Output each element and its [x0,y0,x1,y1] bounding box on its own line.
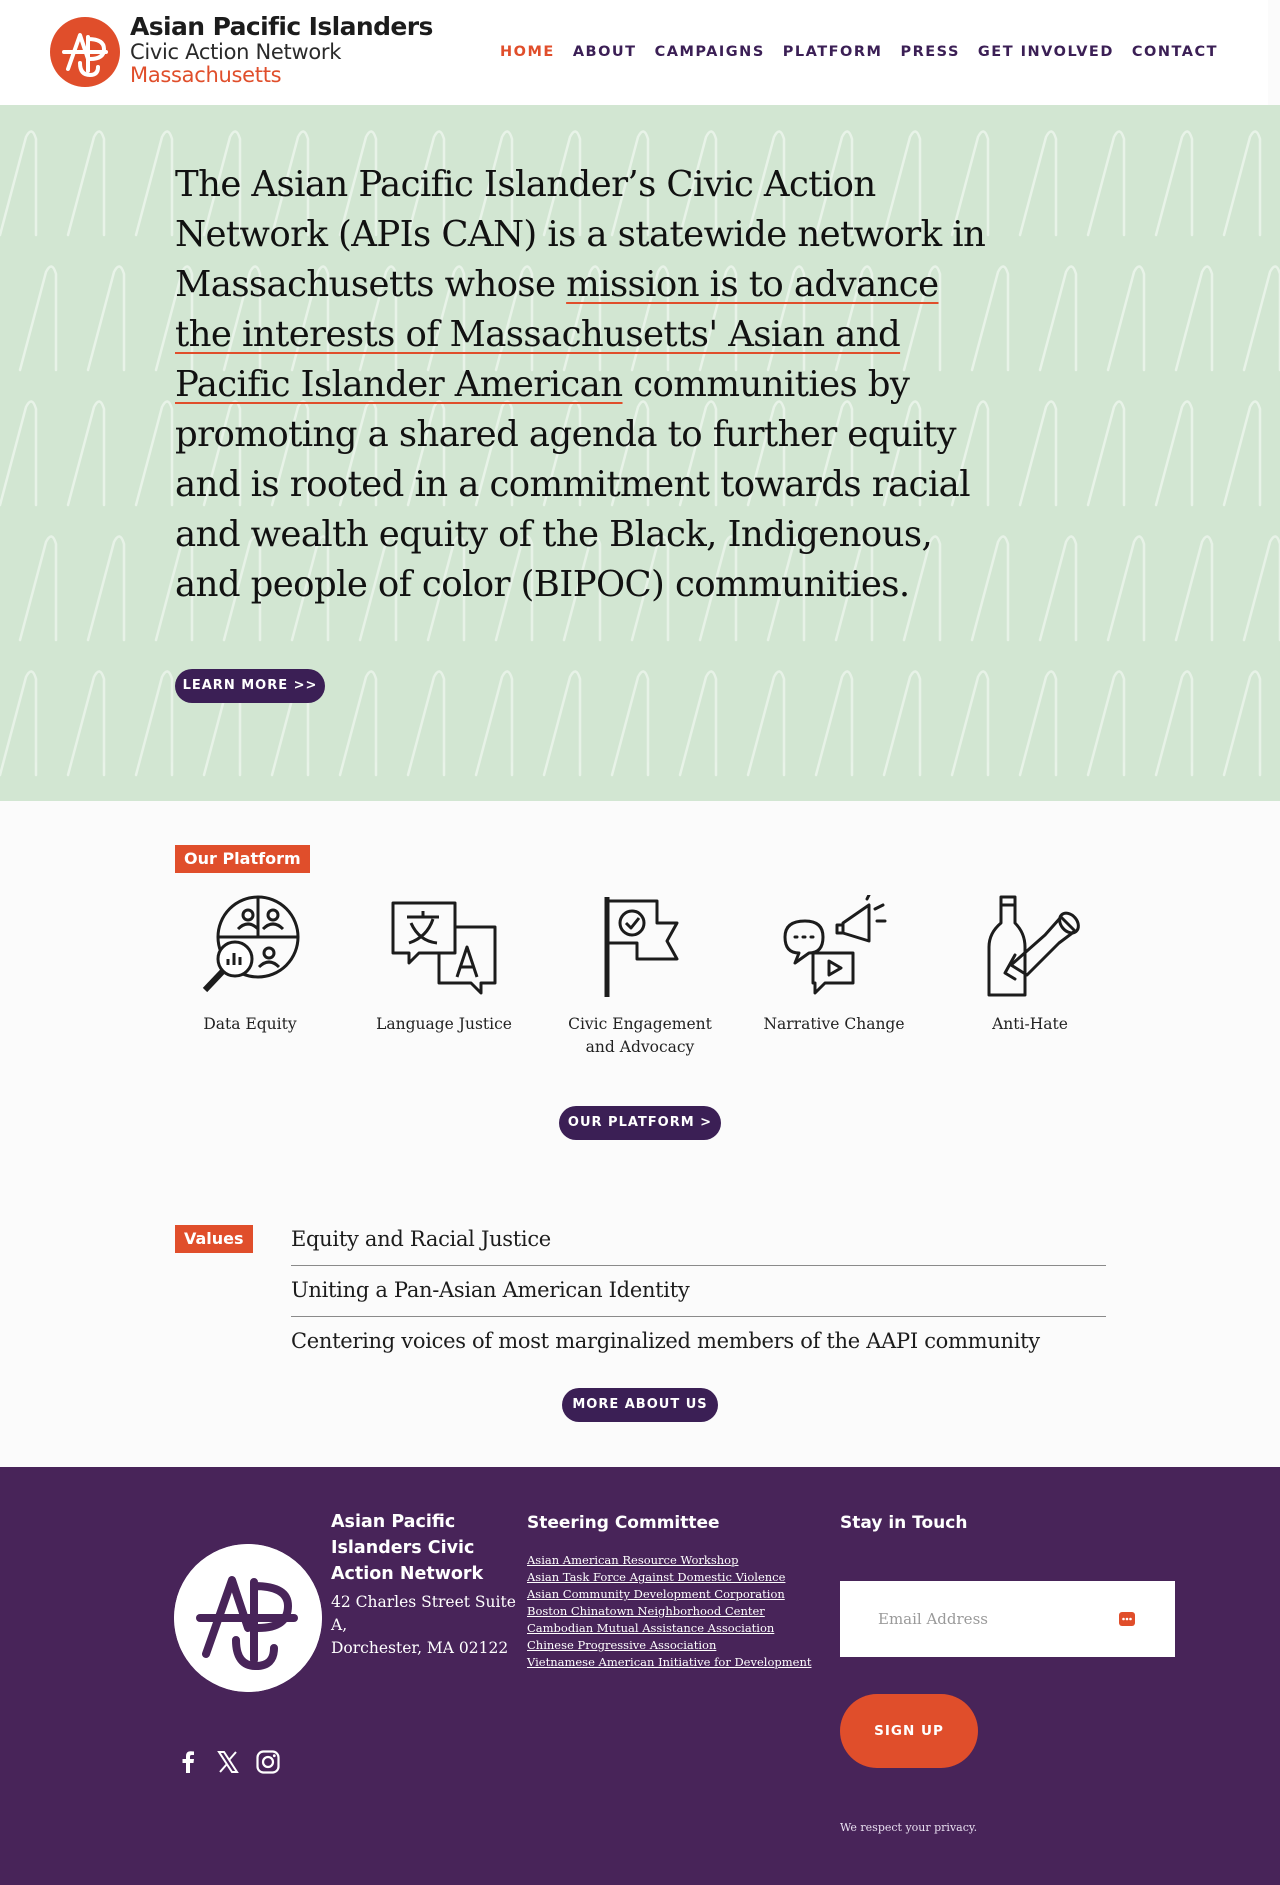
learn-more-button[interactable]: LEARN MORE >> [175,669,325,703]
steering-member-link[interactable]: Boston Chinatown Neighborhood Center [527,1604,765,1618]
footer-logo-icon[interactable] [174,1544,322,1692]
steering-member-link[interactable]: Asian Task Force Against Domestic Violence [527,1570,786,1584]
platform-item-civic-engagement[interactable] [555,895,725,1059]
platform-label: Language Justice [376,1015,512,1033]
nav-home[interactable]: HOME [500,44,555,60]
data-equity-icon [195,895,305,1005]
nav-platform[interactable]: PLATFORM [782,44,883,60]
nav-get-involved[interactable]: GET INVOLVED [977,44,1114,60]
logo-wordmark[interactable] [130,14,433,86]
steering-committee-list [527,1552,812,1671]
x-icon[interactable] [215,1749,241,1775]
footer-org-name: Asian Pacific Islanders Civic Action Network [331,1512,484,1584]
values-list [291,1215,1106,1368]
steering-member-link[interactable]: Chinese Progressive Association [527,1638,717,1652]
footer-org-info [331,1509,531,1660]
value-item: Centering voices of most marginalized members of the AAPI community [291,1329,1040,1353]
more-about-us-button[interactable]: MORE ABOUT US [562,1388,718,1422]
address-line-1: 42 Charles Street Suite A, [331,1593,516,1634]
email-field-container [840,1581,1175,1657]
instagram-icon[interactable] [255,1749,281,1775]
mission-statement [175,160,1005,610]
platform-label: Civic Engagement and Advocacy [568,1015,712,1056]
address-line-2: Dorchester, MA 02122 [331,1639,509,1657]
main-nav [500,44,1218,60]
bottle-megaphone-icon [975,895,1085,1005]
social-links [175,1749,281,1775]
mission-link[interactable]: mission is to advance the interests of Massachusetts' Asian and Pacific Islander American [175,264,939,405]
megaphone-chat-icon [779,895,889,1005]
platform-item-data-equity[interactable] [165,895,335,1036]
values-tag: Values [175,1225,253,1253]
platform-label: Data Equity [203,1015,297,1033]
steering-member-link[interactable]: Asian Community Development Corporation [527,1587,785,1601]
platform-item-narrative-change[interactable] [749,895,919,1036]
site-footer [0,1467,1280,1885]
autofill-icon[interactable] [1119,1612,1135,1626]
flag-icon [585,895,695,1005]
nav-contact[interactable]: CONTACT [1131,44,1218,60]
privacy-note: We respect your privacy. [840,1821,978,1834]
mission-text-2: communities by promoting a shared agenda to further equity and is rooted in a commitment towards racial and wealth equity of the Black, Indigenous, and people of color (BIPOC) communities. [175,364,971,605]
language-justice-icon [389,895,499,1005]
nav-press[interactable]: PRESS [900,44,960,60]
steering-member-link[interactable]: Vietnamese American Initiative for Development [527,1655,812,1669]
platform-label: Narrative Change [763,1015,905,1033]
sign-up-button[interactable]: SIGN UP [840,1694,978,1768]
email-input[interactable] [878,1608,1098,1630]
steering-member-link[interactable]: Asian American Resource Workshop [527,1553,739,1567]
logo-line-3: Massachusetts [130,63,282,87]
platform-item-language-justice[interactable] [359,895,529,1036]
steering-committee-heading: Steering Committee [527,1513,720,1533]
steering-member-link[interactable]: Cambodian Mutual Assistance Association [527,1621,775,1635]
stay-in-touch-heading: Stay in Touch [840,1513,968,1533]
facebook-icon[interactable] [175,1749,201,1775]
hero-section [0,105,1280,801]
nav-about[interactable]: ABOUT [572,44,637,60]
platform-icons [175,895,1075,1075]
our-platform-button[interactable]: OUR PLATFORM > [559,1106,721,1140]
footer-address [331,1591,531,1660]
platform-tag: Our Platform [175,845,310,873]
site-header [0,0,1268,105]
platform-item-anti-hate[interactable] [945,895,1115,1036]
apis-can-logo-icon[interactable] [50,17,120,87]
logo-line-2: Civic Action Network [130,40,342,64]
nav-campaigns[interactable]: CAMPAIGNS [654,44,765,60]
value-item: Uniting a Pan-Asian American Identity [291,1266,1106,1317]
mission-text-1: The Asian Pacific Islander’s Civic Action Network (APIs CAN) is a statewide network in Massachusetts whose [175,164,986,305]
logo-line-1: Asian Pacific Islanders [130,12,433,41]
platform-label: Anti-Hate [992,1015,1068,1033]
value-item: Equity and Racial Justice [291,1215,1106,1266]
